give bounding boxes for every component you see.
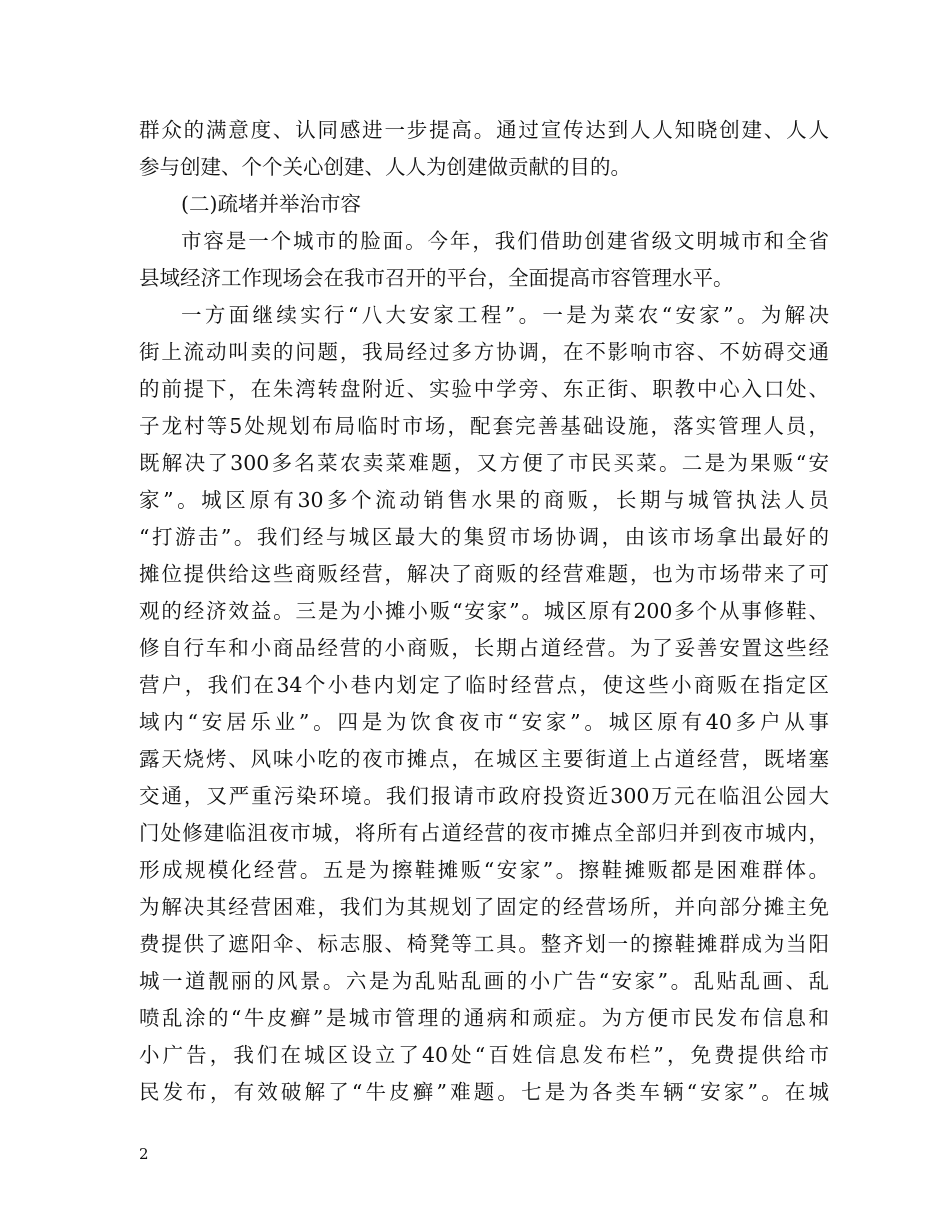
text-line: 家”。城区原有30多个流动销售水果的商贩，长期与城管执法人员 bbox=[139, 488, 829, 512]
text-line: 城一道靓丽的风景。六是为乱贴乱画的小广告“安家”。乱贴乱画、乱 bbox=[139, 969, 829, 993]
text-line: 营户，我们在34个小巷内划定了临时经营点，使这些小商贩在指定区 bbox=[139, 673, 829, 697]
text-line: “打游击”。我们经与城区最大的集贸市场协调，由该市场拿出最好的 bbox=[139, 525, 829, 549]
page-number: 2 bbox=[139, 1145, 149, 1163]
text-line: 的前提下，在朱湾转盘附近、实验中学旁、东正街、职教中心入口处、 bbox=[139, 377, 829, 401]
text-line: 修自行车和小商品经营的小商贩，长期占道经营。为了妥善安置这些经 bbox=[139, 636, 829, 660]
text-line: 既解决了300多名菜农卖菜难题，又方便了市民买菜。二是为果贩“安 bbox=[139, 451, 829, 475]
text-line: 露天烧烤、风味小吃的夜市摊点，在城区主要街道上占道经营，既堵塞 bbox=[139, 747, 829, 771]
text-line: 一方面继续实行“八大安家工程”。一是为菜农“安家”。为解决 bbox=[181, 303, 829, 327]
text-line: 为解决其经营困难，我们为其规划了固定的经营场所，并向部分摊主免 bbox=[139, 895, 829, 919]
text-line: (二)疏堵并举治市容 bbox=[181, 192, 361, 216]
text-line: 街上流动叫卖的问题，我局经过多方协调，在不影响市容、不妨碍交通 bbox=[139, 340, 829, 364]
text-line: 费提供了遮阳伞、标志服、椅凳等工具。整齐划一的擦鞋摊群成为当阳 bbox=[139, 932, 829, 956]
text-line: 摊位提供给这些商贩经营，解决了商贩的经营难题，也为市场带来了可 bbox=[139, 562, 829, 586]
text-line: 子龙村等5处规划布局临时市场，配套完善基础设施，落实管理人员， bbox=[139, 414, 829, 438]
text-line: 县域经济工作现场会在我市召开的平台，全面提高市容管理水平。 bbox=[139, 266, 734, 290]
text-line: 参与创建、个个关心创建、人人为创建做贡献的目的。 bbox=[139, 155, 631, 179]
body-text bbox=[139, 112, 829, 1111]
text-line: 群众的满意度、认同感进一步提高。通过宣传达到人人知晓创建、人人 bbox=[139, 118, 829, 142]
text-line: 喷乱涂的“牛皮癣”是城市管理的通病和顽症。为方便市民发布信息和 bbox=[139, 1006, 829, 1030]
text-line: 民发布，有效破解了“牛皮癣”难题。七是为各类车辆“安家”。在城 bbox=[139, 1080, 829, 1104]
text-line: 小广告，我们在城区设立了40处“百姓信息发布栏”，免费提供给市 bbox=[139, 1043, 829, 1067]
text-line: 形成规模化经营。五是为擦鞋摊贩“安家”。擦鞋摊贩都是困难群体。 bbox=[139, 858, 829, 882]
text-line: 观的经济效益。三是为小摊小贩“安家”。城区原有200多个从事修鞋、 bbox=[139, 599, 829, 623]
text-line: 市容是一个城市的脸面。今年，我们借助创建省级文明城市和全省 bbox=[181, 229, 829, 253]
text-line: 域内“安居乐业”。四是为饮食夜市“安家”。城区原有40多户从事 bbox=[139, 710, 829, 734]
text-line: 交通，又严重污染环境。我们报请市政府投资近300万元在临沮公园大 bbox=[139, 784, 829, 808]
text-line: 门处修建临沮夜市城，将所有占道经营的夜市摊点全部归并到夜市城内， bbox=[139, 821, 829, 845]
